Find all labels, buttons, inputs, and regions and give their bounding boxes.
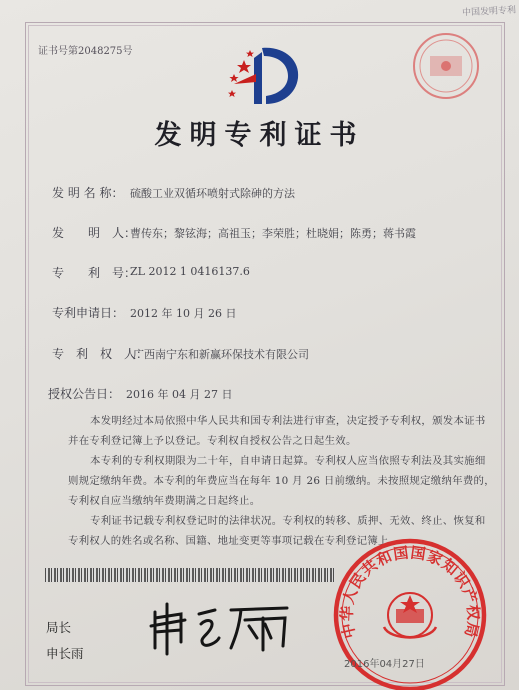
signatory-name: 申长雨: [46, 646, 84, 661]
signatory-title: 局长: [46, 620, 72, 635]
field-value-grant-date: 2016 年 04 月 27 日: [126, 388, 233, 401]
field-label-patentee: 专 利 权 人：: [52, 347, 149, 361]
field-label-grant-date: 授权公告日：: [48, 387, 121, 401]
field-value-invention-name: 硫酸工业双循环喷射式除砷的方法: [130, 187, 295, 200]
field-label-inventors: 发 明 人：: [52, 226, 137, 240]
field-label-patent-number: 专 利 号：: [52, 266, 137, 280]
certificate-number: 证书号第2048275号: [38, 46, 133, 57]
body-line: 专利权自应当缴纳年费期满之日起终止。: [68, 495, 261, 507]
field-value-patent-number: ZL 2012 1 0416137.6: [130, 265, 250, 278]
handwritten-signature-icon: [145, 598, 295, 656]
barcode-icon: [45, 568, 335, 582]
field-label-filing-date: 专利申请日：: [52, 306, 125, 320]
field-value-filing-date: 2012 年 10 月 26 日: [130, 307, 237, 320]
top-stamp-icon: [410, 30, 482, 102]
body-line: 专利证书记载专利权登记时的法律状况。专利权的转移、质押、无效、终止、恢复和: [90, 515, 486, 527]
seal-ring-text: 中华人民共和国国家知识产权局: [337, 543, 483, 641]
field-value-inventors: 曹传东；黎铉海；高祖玉；李荣胜；杜晓娟；陈勇；蒋书霞: [130, 227, 416, 240]
body-line: 本专利的专利权期限为二十年，自申请日起算。专利权人应当依照专利法及其实施细: [90, 455, 486, 467]
field-value-patentee: 广西南宁东和新赢环保技术有限公司: [133, 348, 309, 361]
seal-date: 2016年04月27日: [344, 659, 425, 670]
body-line: 本发明经过本局依照中华人民共和国专利法进行审查，决定授予专利权，颁发本证书: [90, 415, 486, 427]
body-line: 则规定缴纳年费。本专利的年费应当在每年 10 月 26 日前缴纳。未按照规定缴纳年费的，: [68, 475, 495, 487]
corner-handwriting: 中国发明专利: [461, 5, 517, 19]
body-line: 并在专利登记簿上予以登记。专利权自授权公告之日起生效。: [68, 435, 357, 447]
page-title: 发明专利证书: [154, 120, 365, 151]
field-label-invention-name: 发 明 名 称：: [52, 186, 124, 200]
patent-office-logo-icon: [226, 44, 306, 108]
body-line: 专利权人的姓名或名称、国籍、地址变更等事项记载在专利登记簿上。: [68, 535, 400, 547]
